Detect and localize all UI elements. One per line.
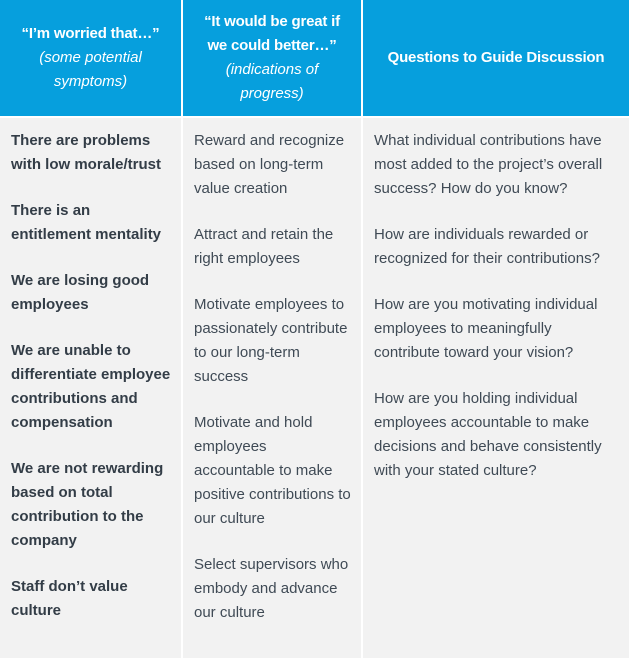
- header-symptoms-subtitle: (some potential symptoms): [39, 49, 142, 90]
- symptom-item: There are problems with low morale/trust: [11, 132, 162, 173]
- symptom-item: We are not rewarding based on total contribution to the company: [11, 460, 164, 549]
- symptom-item: We are unable to differentiate employee contributions and compensation: [11, 342, 171, 431]
- symptom-item: We are losing good employees: [11, 272, 150, 313]
- question-item: How are you holding individual employees accountable to make decisions and behave consistently with your stated culture?: [374, 390, 602, 479]
- symptom-item: There is an entitlement mentality: [11, 202, 162, 243]
- question-item: How are individuals rewarded or recognized for their contributions?: [374, 226, 600, 267]
- question-item: What individual contributions have most added to the project’s overall success? How do you know?: [374, 132, 603, 197]
- question-item: How are you motivating individual employees to meaningfully contribute toward your vision?: [374, 296, 598, 361]
- symptom-item: Staff don’t value culture: [11, 578, 128, 619]
- progress-column: [181, 116, 363, 658]
- header-symptoms: [0, 0, 181, 116]
- progress-item: Attract and retain the right employees: [194, 226, 334, 267]
- symptoms-column: [0, 116, 181, 658]
- header-progress: [181, 0, 363, 116]
- progress-item: Select supervisors who embody and advance our culture: [194, 556, 349, 621]
- header-symptoms-title: “I’m worried that…”: [21, 25, 160, 42]
- header-progress-title: “It would be great if we could better…”: [204, 13, 340, 54]
- header-progress-subtitle: (indications of progress): [225, 61, 319, 102]
- header-questions-title: Questions to Guide Discussion: [387, 49, 605, 66]
- questions-column: [363, 116, 629, 658]
- progress-item: Motivate and hold employees accountable to make positive contributions to our culture: [194, 414, 351, 527]
- progress-item: Reward and recognize based on long-term value creation: [194, 132, 345, 197]
- header-questions: [363, 0, 629, 116]
- progress-item: Motivate employees to passionately contribute to our long-term success: [194, 296, 348, 385]
